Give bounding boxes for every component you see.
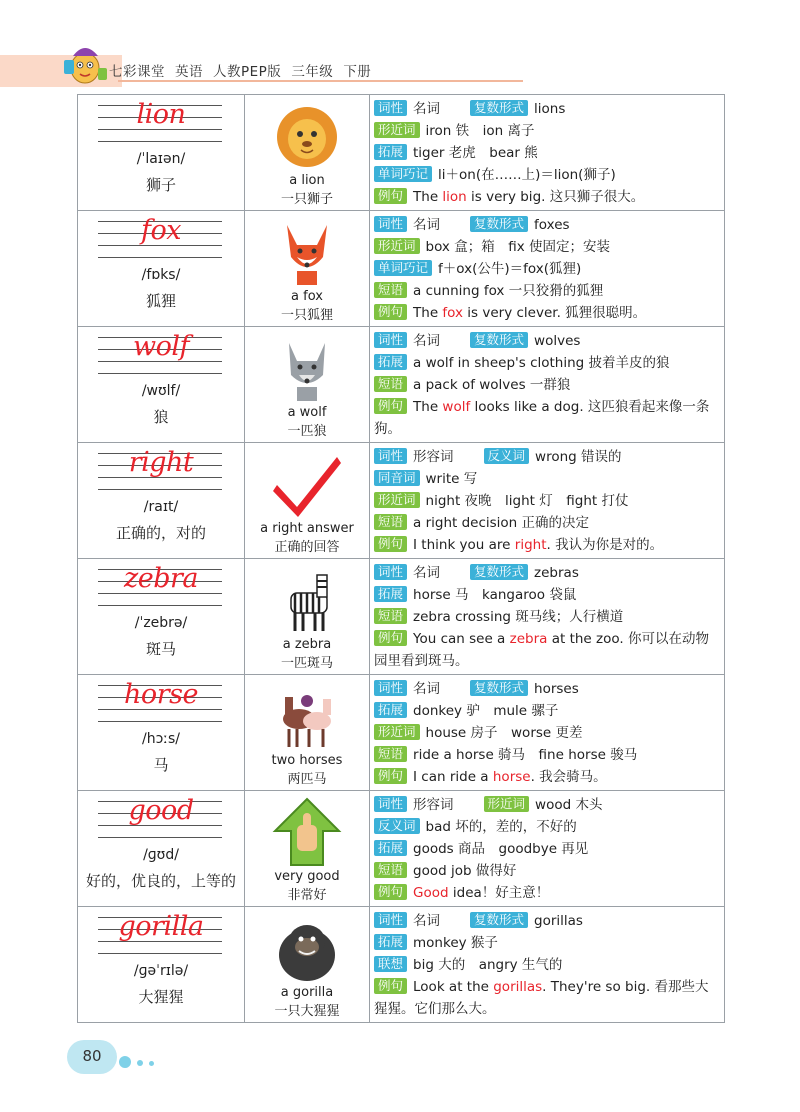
- info-text: 名词: [413, 913, 441, 929]
- label-tag: 词性: [374, 680, 407, 696]
- caption-chinese: 一匹斑马: [280, 656, 333, 671]
- info-line: [374, 954, 720, 976]
- headword: right: [128, 447, 194, 478]
- word-meaning: 马: [153, 756, 169, 774]
- info-line: [374, 280, 720, 302]
- info-text: 名词: [413, 333, 441, 349]
- info-text: horse 马 kangaroo 袋鼠: [413, 587, 577, 603]
- label-tag: 单词巧记: [374, 260, 432, 276]
- example-text: I can ride a: [413, 769, 493, 785]
- picture-caption: [245, 519, 369, 557]
- example-highlight: zebra: [509, 631, 548, 647]
- vocab-row: [78, 907, 725, 1023]
- caption-english: two horses: [271, 753, 343, 768]
- phonetic: /ˈlaɪən/: [136, 151, 186, 167]
- caption-chinese: 正确的回答: [274, 540, 340, 555]
- vocabulary-table: [77, 94, 725, 1023]
- info-text: a pack of wolves 一群狼: [413, 377, 571, 393]
- info-text: wolves: [534, 333, 581, 349]
- volume: 下册: [343, 64, 372, 80]
- info-text: 形容词: [413, 797, 454, 813]
- fox-icon: [265, 215, 349, 287]
- info-cell: [370, 95, 725, 211]
- word-meaning: 斑马: [145, 640, 176, 658]
- info-text: 形容词: [413, 449, 454, 465]
- label-tag: 例句: [374, 978, 407, 994]
- picture-cell: [245, 675, 370, 791]
- vocab-row: [78, 791, 725, 907]
- info-line: [374, 490, 720, 512]
- example-highlight: gorillas: [493, 979, 543, 995]
- phonetic: /raɪt/: [143, 499, 179, 515]
- info-text: night 夜晚 light 灯 fight 打仗: [425, 493, 629, 509]
- example-text: looks like a dog. 这匹狼看起来像一条狗。: [374, 399, 710, 437]
- info-line: [374, 396, 720, 440]
- example-text: is very clever. 狐狸很聪明。: [463, 305, 647, 321]
- checkmark-icon: [265, 447, 349, 519]
- info-text: ride a horse 骑马 fine horse 骏马: [413, 747, 638, 763]
- picture-caption: [245, 171, 369, 209]
- example-highlight: wolf: [442, 399, 471, 415]
- info-line: [374, 446, 720, 468]
- info-text: li＋on(在……上)＝lion(狮子): [438, 167, 616, 183]
- word-meaning: 狐狸: [145, 292, 176, 310]
- label-tag: 同音词: [374, 470, 420, 486]
- info-line: [374, 236, 720, 258]
- label-tag: 词性: [374, 332, 407, 348]
- caption-english: very good: [274, 869, 340, 884]
- zebra-icon: [265, 563, 349, 635]
- info-text: zebras: [534, 565, 579, 581]
- info-line: [374, 534, 720, 556]
- picture-cell: [245, 327, 370, 443]
- label-tag: 短语: [374, 376, 407, 392]
- label-tag: 词性: [374, 216, 407, 232]
- picture-caption: [245, 287, 369, 325]
- info-text: 名词: [413, 217, 441, 233]
- info-line: [374, 678, 720, 700]
- picture-cell: [245, 443, 370, 559]
- info-text: write 写: [425, 471, 478, 487]
- info-line: [374, 98, 720, 120]
- info-text: zebra crossing 斑马线；人行横道: [413, 609, 624, 625]
- label-tag: 例句: [374, 398, 407, 414]
- label-tag: 例句: [374, 884, 407, 900]
- label-tag: 例句: [374, 536, 407, 552]
- mascot-icon: [58, 38, 112, 88]
- info-text: horses: [534, 681, 579, 697]
- example-highlight: horse: [492, 769, 531, 785]
- label-tag: 复数形式: [470, 564, 528, 580]
- label-tag: 短语: [374, 746, 407, 762]
- headword: good: [128, 795, 194, 826]
- label-tag: 拓展: [374, 934, 407, 950]
- info-line: [374, 744, 720, 766]
- caption-chinese: 一只狐狸: [280, 308, 333, 323]
- info-line: [374, 512, 720, 534]
- info-text: f＋ox(公牛)＝fox(狐狸): [438, 261, 582, 277]
- caption-english: a zebra: [282, 637, 332, 652]
- label-tag: 词性: [374, 796, 407, 812]
- headword: zebra: [124, 563, 198, 594]
- info-text: tiger 老虎 bear 熊: [413, 145, 538, 161]
- picture-caption: [245, 403, 369, 441]
- info-line: [374, 214, 720, 236]
- label-tag: 联想: [374, 956, 407, 972]
- example-text: . 我会骑马。: [530, 769, 607, 785]
- info-text: wood 木头: [535, 797, 603, 813]
- word-meaning: 大猩猩: [138, 988, 184, 1006]
- picture-cell: [245, 907, 370, 1023]
- example-text: . 我认为你是对的。: [546, 537, 664, 553]
- label-tag: 拓展: [374, 144, 407, 160]
- vocab-row: [78, 559, 725, 675]
- example-highlight: lion: [442, 189, 467, 205]
- example-text: is very big. 这只狮子很大。: [466, 189, 645, 205]
- label-tag: 复数形式: [470, 332, 528, 348]
- info-line: [374, 910, 720, 932]
- example-text: . They're so big. 看那些大猩猩。它们那么大。: [374, 979, 709, 1017]
- info-line: [374, 838, 720, 860]
- vocab-row: [78, 675, 725, 791]
- picture-caption: [245, 867, 369, 905]
- phonetic: /ˈzebrə/: [134, 615, 188, 631]
- vocab-row: [78, 443, 725, 559]
- label-tag: 例句: [374, 768, 407, 784]
- label-tag: 拓展: [374, 840, 407, 856]
- info-text: goods 商品 goodbye 再见: [413, 841, 589, 857]
- edition: 人教PEP版: [213, 64, 282, 80]
- headword: horse: [124, 679, 198, 710]
- caption-chinese: 两匹马: [287, 772, 327, 787]
- example-text: idea！好主意！: [448, 885, 550, 901]
- phonetic: /fɒks/: [141, 267, 181, 283]
- series-name: 七彩课堂: [109, 64, 165, 80]
- example-text: The: [413, 305, 443, 321]
- example-text: You can see a: [413, 631, 510, 647]
- decor-dot: [149, 1061, 154, 1066]
- word-cell: [78, 559, 245, 675]
- info-line: [374, 584, 720, 606]
- example-highlight: Good: [413, 885, 449, 901]
- page-number: 80: [82, 1047, 102, 1065]
- word-meaning: 好的，优良的，上等的: [85, 872, 236, 890]
- example-text: Look at the: [413, 979, 494, 995]
- info-line: [374, 882, 720, 904]
- info-cell: [370, 791, 725, 907]
- label-tag: 例句: [374, 630, 407, 646]
- label-tag: 词性: [374, 100, 407, 116]
- label-tag: 词性: [374, 912, 407, 928]
- label-tag: 拓展: [374, 702, 407, 718]
- info-text: 名词: [413, 101, 441, 117]
- info-line: [374, 468, 720, 490]
- info-line: [374, 932, 720, 954]
- word-meaning: 狼: [153, 408, 169, 426]
- info-line: [374, 258, 720, 280]
- info-line: [374, 186, 720, 208]
- info-line: [374, 164, 720, 186]
- info-text: gorillas: [534, 913, 583, 929]
- info-text: a right decision 正确的决定: [413, 515, 590, 531]
- info-cell: [370, 675, 725, 791]
- label-tag: 短语: [374, 862, 407, 878]
- info-cell: [370, 443, 725, 559]
- info-line: [374, 142, 720, 164]
- caption-chinese: 非常好: [287, 888, 327, 903]
- thumbs-up-icon: [265, 795, 349, 867]
- label-tag: 单词巧记: [374, 166, 432, 182]
- header-rule: [118, 80, 523, 82]
- caption-english: a wolf: [287, 405, 327, 420]
- phonetic: /ɡəˈrɪlə/: [133, 963, 189, 979]
- info-line: [374, 860, 720, 882]
- info-text: box 盒；箱 fix 使固定；安装: [425, 239, 610, 255]
- info-line: [374, 766, 720, 788]
- info-line: [374, 976, 720, 1020]
- info-cell: [370, 211, 725, 327]
- caption-english: a right answer: [260, 521, 354, 536]
- info-text: wrong 错误的: [535, 449, 622, 465]
- label-tag: 反义词: [374, 818, 420, 834]
- label-tag: 短语: [374, 608, 407, 624]
- lion-icon: [265, 99, 349, 171]
- caption-chinese: 一匹狼: [287, 424, 327, 439]
- label-tag: 复数形式: [470, 100, 528, 116]
- info-cell: [370, 907, 725, 1023]
- info-text: a wolf in sheep's clothing 披着羊皮的狼: [413, 355, 670, 371]
- label-tag: 短语: [374, 282, 407, 298]
- label-tag: 复数形式: [470, 680, 528, 696]
- label-tag: 形近词: [484, 796, 530, 812]
- info-line: [374, 374, 720, 396]
- info-text: big 大的 angry 生气的: [413, 957, 563, 973]
- headword: wolf: [133, 331, 189, 362]
- caption-chinese: 一只狮子: [280, 192, 333, 207]
- example-text: The: [413, 189, 443, 205]
- label-tag: 复数形式: [470, 912, 528, 928]
- info-line: [374, 628, 720, 672]
- header-title: [109, 60, 381, 80]
- label-tag: 形近词: [374, 122, 420, 138]
- wolf-icon: [265, 331, 349, 403]
- headword: gorilla: [118, 911, 204, 942]
- label-tag: 反义词: [484, 448, 530, 464]
- info-line: [374, 120, 720, 142]
- example-text: at the zoo. 你可以在动物园里看到斑马。: [374, 631, 709, 669]
- phonetic: /wʊlf/: [141, 383, 181, 399]
- word-cell: [78, 791, 245, 907]
- label-tag: 词性: [374, 448, 407, 464]
- info-line: [374, 700, 720, 722]
- word-meaning: 狮子: [145, 176, 176, 194]
- label-tag: 例句: [374, 304, 407, 320]
- info-line: [374, 794, 720, 816]
- example-text: The: [413, 399, 443, 415]
- decor-dot: [119, 1056, 131, 1068]
- info-line: [374, 562, 720, 584]
- info-text: good job 做得好: [413, 863, 517, 879]
- label-tag: 例句: [374, 188, 407, 204]
- word-cell: [78, 327, 245, 443]
- word-cell: [78, 211, 245, 327]
- headword: lion: [136, 99, 186, 130]
- example-highlight: fox: [442, 305, 464, 321]
- info-text: foxes: [534, 217, 570, 233]
- label-tag: 复数形式: [470, 216, 528, 232]
- label-tag: 拓展: [374, 354, 407, 370]
- label-tag: 形近词: [374, 492, 420, 508]
- info-text: 名词: [413, 681, 441, 697]
- picture-cell: [245, 95, 370, 211]
- caption-english: a gorilla: [280, 985, 334, 1000]
- word-cell: [78, 443, 245, 559]
- info-text: iron 铁 ion 离子: [425, 123, 535, 139]
- picture-caption: [245, 751, 369, 789]
- picture-cell: [245, 559, 370, 675]
- example-text: I think you are: [413, 537, 515, 553]
- gorilla-icon: [265, 911, 349, 983]
- info-line: [374, 722, 720, 744]
- info-text: bad 坏的，差的，不好的: [425, 819, 577, 835]
- label-tag: 词性: [374, 564, 407, 580]
- word-cell: [78, 907, 245, 1023]
- horses-icon: [265, 679, 349, 751]
- caption-chinese: 一只大猩猩: [274, 1004, 340, 1019]
- info-line: [374, 816, 720, 838]
- picture-caption: [245, 635, 369, 673]
- decor-dot: [137, 1060, 143, 1066]
- picture-cell: [245, 791, 370, 907]
- info-line: [374, 330, 720, 352]
- info-text: donkey 驴 mule 骡子: [413, 703, 559, 719]
- info-cell: [370, 559, 725, 675]
- label-tag: 形近词: [374, 238, 420, 254]
- subject: 英语: [175, 64, 203, 80]
- picture-cell: [245, 211, 370, 327]
- phonetic: /ɡʊd/: [143, 847, 179, 863]
- vocab-row: [78, 211, 725, 327]
- phonetic: /hɔːs/: [141, 731, 180, 747]
- info-line: [374, 352, 720, 374]
- grade: 三年级: [291, 64, 334, 80]
- info-text: monkey 猴子: [413, 935, 498, 951]
- info-text: house 房子 worse 更差: [425, 725, 583, 741]
- label-tag: 短语: [374, 514, 407, 530]
- vocab-row: [78, 95, 725, 211]
- headword: fox: [141, 215, 181, 246]
- info-text: lions: [534, 101, 566, 117]
- word-cell: [78, 95, 245, 211]
- caption-english: a lion: [289, 173, 325, 188]
- label-tag: 形近词: [374, 724, 420, 740]
- info-line: [374, 606, 720, 628]
- info-text: 名词: [413, 565, 441, 581]
- example-highlight: right: [514, 537, 547, 553]
- caption-english: a fox: [291, 289, 323, 304]
- vocab-row: [78, 327, 725, 443]
- label-tag: 拓展: [374, 586, 407, 602]
- info-line: [374, 302, 720, 324]
- picture-caption: [245, 983, 369, 1021]
- word-cell: [78, 675, 245, 791]
- info-text: a cunning fox 一只狡猾的狐狸: [413, 283, 604, 299]
- info-cell: [370, 327, 725, 443]
- word-meaning: 正确的，对的: [115, 524, 206, 542]
